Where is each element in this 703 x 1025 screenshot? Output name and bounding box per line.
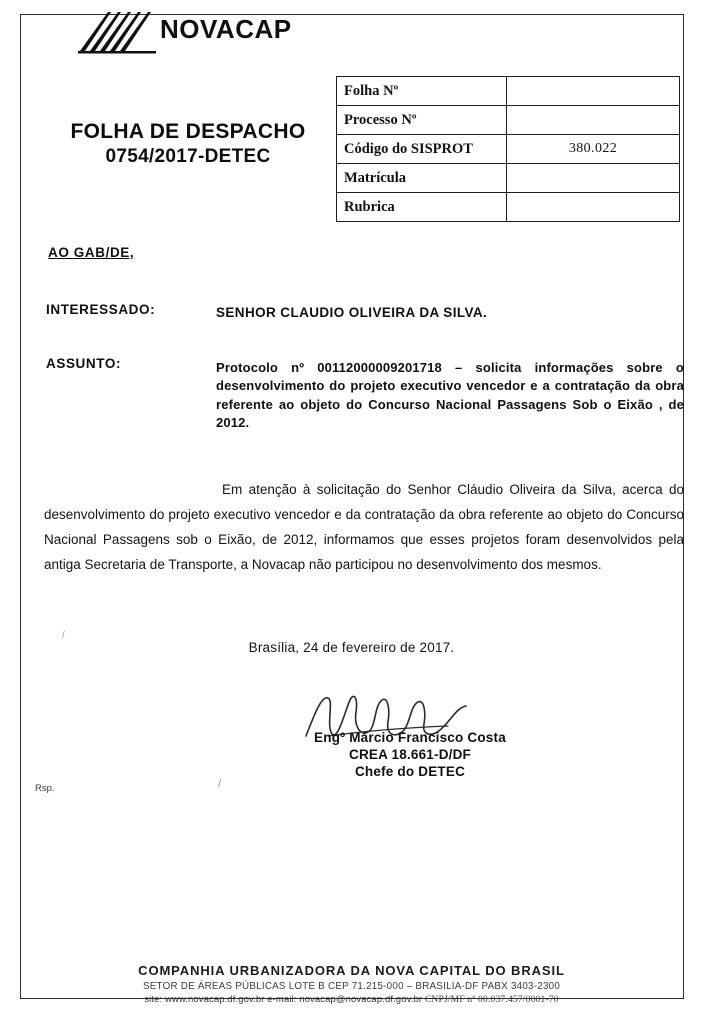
- brand-name: NOVACAP: [160, 14, 292, 44]
- rsp-annotation: Rsp.: [35, 783, 55, 794]
- addressee-label: AO GAB/DE,: [48, 245, 135, 260]
- signature-name: Engº Márcio Francisco Costa: [314, 730, 506, 745]
- stray-pen-mark-2: /: [62, 630, 65, 641]
- table-row: [337, 106, 680, 135]
- table-row: [337, 193, 680, 222]
- subject-label: ASSUNTO:: [46, 356, 122, 371]
- title-sub: 0754/2017-DETEC: [105, 146, 271, 168]
- table-row: [337, 164, 680, 193]
- row-label: Matrícula: [337, 164, 507, 193]
- signature-block: [200, 700, 620, 779]
- footer-address: SETOR DE ÁREAS PÚBLICAS LOTE B CEP 71.215-000 – BRASILIA-DF PABX 3403-2300: [142, 981, 561, 992]
- novacap-logo-icon: [78, 10, 156, 54]
- novacap-header: [78, 8, 368, 58]
- footer-company-name: COMPANHIA URBANIZADORA DA NOVA CAPITAL DO BRASIL: [138, 963, 565, 978]
- footer-cnpj: CNPJ/MF nº 00.037.457/0001-70: [424, 995, 559, 1005]
- row-label: Código do SISPROT: [337, 135, 507, 164]
- row-label: Rubrica: [337, 193, 507, 222]
- row-value: [507, 193, 680, 222]
- row-label: Processo Nº: [337, 106, 507, 135]
- row-label: Folha Nº: [337, 77, 507, 106]
- page-footer: [0, 963, 703, 1005]
- page-title: [48, 120, 328, 169]
- place-and-date: Brasília, 24 de fevereiro de 2017.: [248, 640, 455, 655]
- body-paragraph: Em atenção à solicitação do Senhor Cláudio Oliveira da Silva, acerca do desenvolvimento do projeto executivo vencedor e da contratação da obra referente ao objeto do Concurso Nacional Passagens sob o Eixão, de 2012, informamos que esses projetos foram desenvolvidos pela antiga Secretaria de Transporte, a Novacap não participou no desenvolvimento dos mesmos.: [44, 482, 684, 572]
- interested-value: SENHOR CLAUDIO OLIVEIRA DA SILVA.: [216, 305, 488, 320]
- interested-label: INTERESSADO:: [46, 302, 156, 317]
- table-row: [337, 135, 680, 164]
- footer-contact: [0, 994, 703, 1005]
- protocol-info-table: [336, 76, 680, 222]
- row-value: [507, 77, 680, 106]
- signature-crea: CREA 18.661-D/DF: [349, 747, 471, 762]
- footer-site: site: www.novacap.df.gov.br e-mail: novacap@novacap.df.gov.br: [144, 994, 423, 1005]
- signature-role: Chefe do DETEC: [354, 764, 466, 779]
- row-value: [507, 106, 680, 135]
- title-main: FOLHA DE DESPACHO: [70, 120, 306, 143]
- table-row: [337, 77, 680, 106]
- row-value: 380.022: [507, 135, 680, 164]
- subject-value: Protocolo nº 00112000009201718 – solicita informações sobre o desenvolvimento do projeto executivo vencedor e a contratação da obra referente ao objeto do Concurso Nacional Passagens Sob o Eixão , de 2012.: [216, 360, 684, 431]
- row-value: [507, 164, 680, 193]
- stray-pen-mark: /: [218, 778, 222, 790]
